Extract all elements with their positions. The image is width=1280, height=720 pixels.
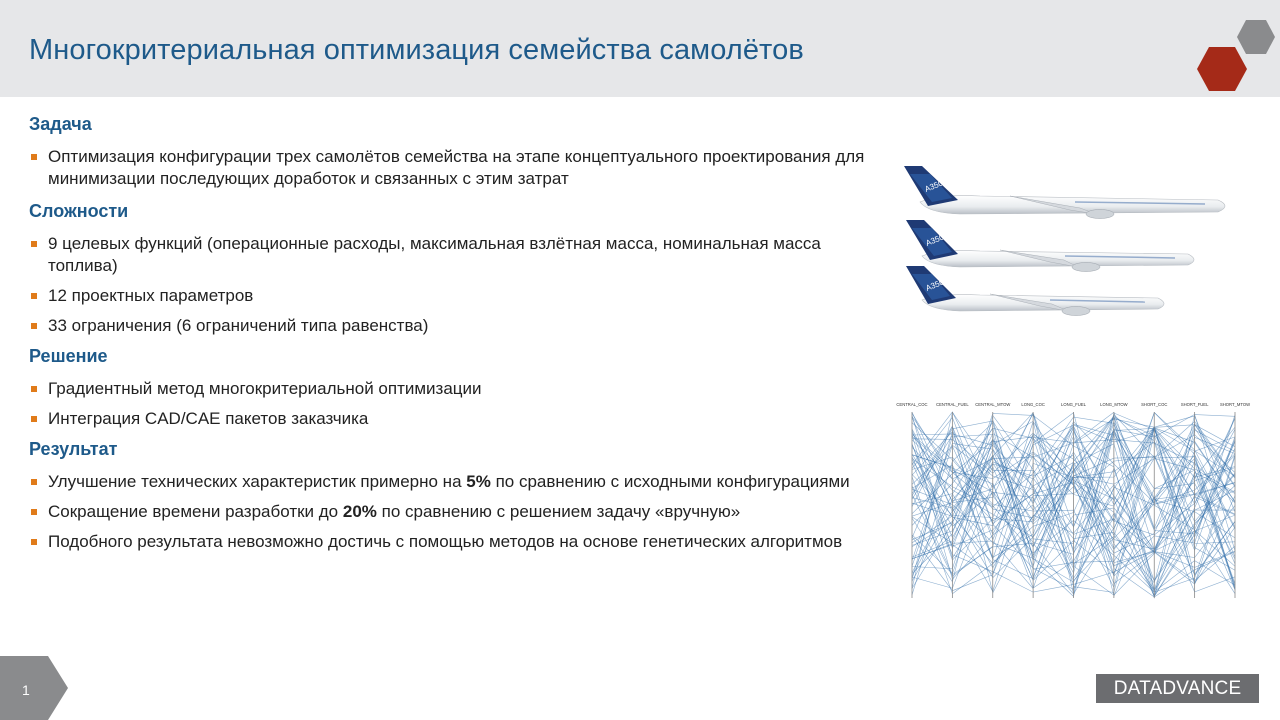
parallel-coordinates-plot	[890, 398, 1251, 603]
section-solution	[29, 344, 869, 430]
page-number: 1	[22, 682, 30, 698]
plot-axis-label: CENTRAL_COC	[896, 402, 928, 407]
bullet-icon	[31, 323, 37, 329]
bullet-text: по сравнению с исходными конфигурациями	[490, 472, 850, 491]
bullet-icon	[31, 386, 37, 392]
bullet-text: по сравнению с решением задачу «вручную»	[376, 502, 741, 521]
datadvance-logo: DATADVANCE	[1096, 674, 1259, 703]
bullet-item	[29, 408, 869, 430]
bullet-icon	[31, 539, 37, 545]
plot-axis-label: CENTRAL_MTOW	[975, 402, 1011, 407]
aircraft-long	[904, 166, 1225, 219]
plot-axis-label: LONG_FUEL	[1061, 402, 1086, 407]
aircraft-short	[906, 266, 1164, 316]
plot-axis-label: SHORT_FUEL	[1180, 402, 1209, 407]
tail-text: A350	[923, 178, 945, 194]
tail-text: A350	[924, 277, 946, 293]
bullet-text: 9 целевых функций (операционные расходы, максимальная взлётная масса, номинальная масса топлива)	[48, 234, 821, 275]
bullet-icon	[31, 479, 37, 485]
bullet-text: 12 проектных параметров	[48, 286, 254, 305]
bullet-item	[29, 471, 869, 493]
bullet-text: Оптимизация конфигурации трех самолётов семейства на этапе концептуального проектирования для минимизации последующих доработок и связанных с этим затрат	[48, 147, 865, 188]
section-heading: Задача	[29, 114, 92, 134]
aircraft-family-image	[900, 158, 1240, 328]
section-task	[29, 112, 869, 190]
bullet-item	[29, 146, 869, 190]
section-heading: Сложности	[29, 201, 129, 221]
bullet-item	[29, 531, 869, 553]
hexagon-gray-icon	[1236, 19, 1276, 55]
bullet-bold-value: 5%	[466, 472, 491, 491]
slide-content	[29, 112, 869, 553]
bullet-icon	[31, 154, 37, 160]
section-heading: Решение	[29, 346, 108, 366]
slide-title: Многокритериальная оптимизация семейства самолётов	[29, 34, 804, 66]
bullet-item	[29, 501, 869, 523]
bullet-text: 33 ограничения (6 ограничений типа равенства)	[48, 316, 429, 335]
bullet-bold-value: 20%	[342, 502, 377, 521]
section-heading: Результат	[29, 439, 118, 459]
bullet-icon	[31, 509, 37, 515]
bullet-text: Интеграция CAD/CAE пакетов заказчика	[48, 409, 369, 428]
bullet-item	[29, 285, 869, 307]
bullet-icon	[31, 241, 37, 247]
bullet-text: Подобного результата невозможно достичь с помощью методов на основе генетических алгоритмов	[48, 532, 843, 551]
section-complexity	[29, 199, 869, 337]
bullet-item	[29, 233, 869, 277]
bullet-text: Улучшение технических характеристик примерно на	[48, 472, 467, 491]
bullet-icon	[31, 416, 37, 422]
bullet-item	[29, 378, 869, 400]
aircraft-medium	[906, 220, 1194, 272]
plot-axis-label: SHORT_MTOW	[1219, 402, 1251, 407]
page-tab	[0, 656, 70, 720]
tail-text: A350	[924, 232, 946, 248]
plot-axis-label: SHORT_COC	[1141, 402, 1168, 407]
plot-axis-label: CENTRAL_FUEL	[936, 402, 969, 407]
bullet-text: Сокращение времени разработки до	[48, 502, 343, 521]
plot-axis-label: LONG_COC	[1021, 402, 1045, 407]
bullet-item	[29, 315, 869, 337]
plot-axis-label: LONG_MTOW	[1100, 402, 1128, 407]
bullet-icon	[31, 293, 37, 299]
bullet-text: Градиентный метод многокритериальной оптимизации	[48, 379, 482, 398]
section-result	[29, 437, 869, 553]
